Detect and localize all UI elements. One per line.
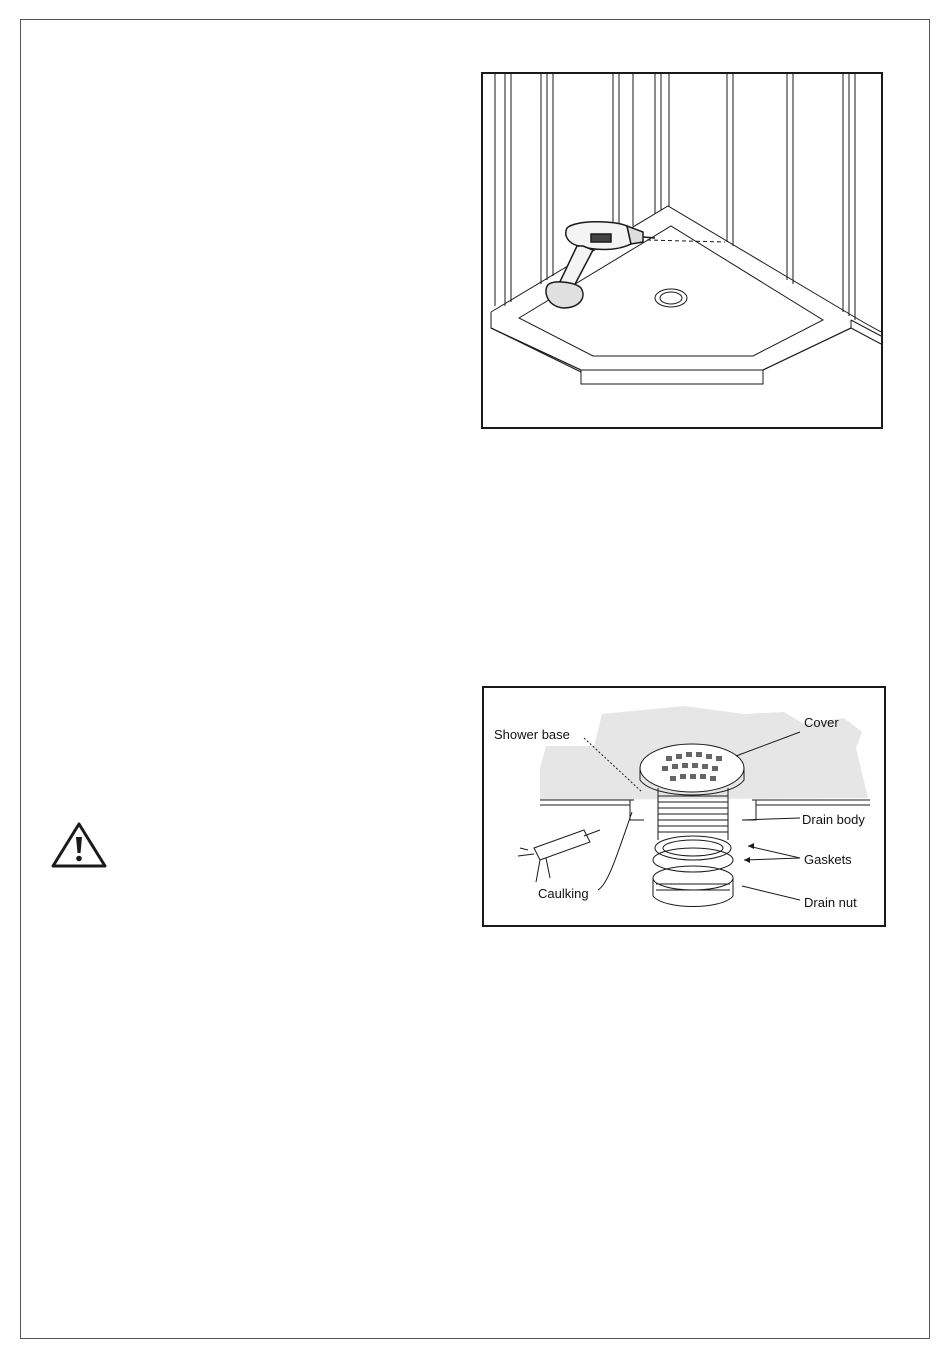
label-gaskets: Gaskets [804,852,852,867]
label-shower-base: Shower base [494,727,570,742]
drain-assembly-figure [482,686,886,927]
warning-triangle-icon [50,821,108,869]
label-cover: Cover [804,715,839,730]
label-drain-nut: Drain nut [804,895,857,910]
label-drain-body: Drain body [802,812,865,827]
drill-illustration [483,74,881,427]
drill-installation-figure [481,72,883,429]
drill-icon [546,222,655,308]
label-caulking: Caulking [538,886,589,901]
